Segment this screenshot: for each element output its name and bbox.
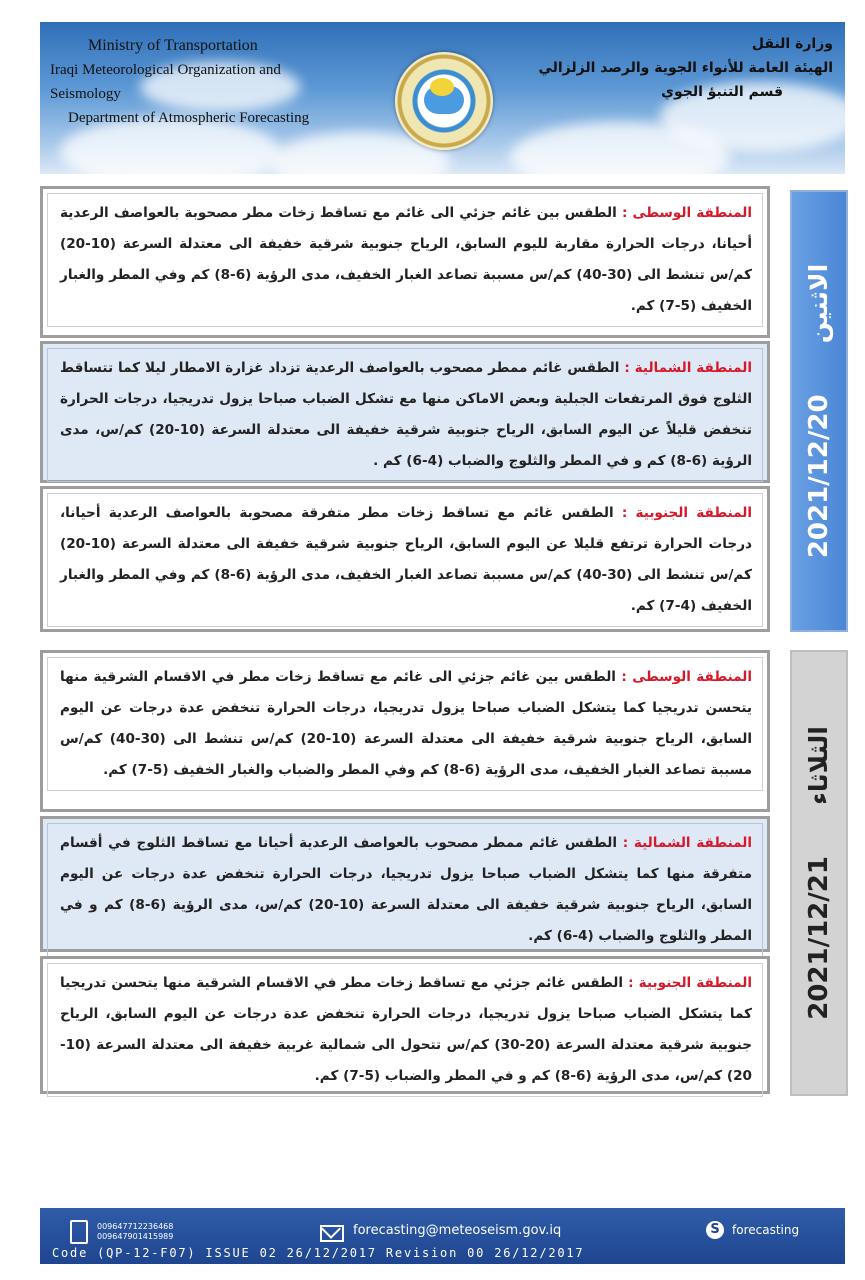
phone-icon bbox=[70, 1220, 88, 1244]
header-english bbox=[50, 34, 350, 130]
forecast-day-2 bbox=[40, 650, 848, 1096]
region-text bbox=[60, 662, 752, 786]
day-name: الاثنين bbox=[804, 263, 833, 344]
region-forecast: الطقس غائم ممطر مصحوب بالعواصف الرعدية تزداد غزارة الامطار ليلا كما تتساقط الثلوج فوق المرتفعات الجبلية وبعض الاماكن منها مع تشكل الضباب صباحا يزول تدريجيا، درجات الحرارة تنخفض قليلاً عن اليوم السابق، الرياح جنوبية شرقية خفيفة الى معتدلة السرعة (10-20) كم/س، مدى الرؤية (6-8) كم و في المطر والثلوج والضباب (4-6) كم . bbox=[60, 360, 753, 469]
region-panel-south bbox=[40, 956, 770, 1094]
document-code: Code (QP-12-F07) ISSUE 02 26/12/2017 Revision 00 26/12/2017 bbox=[52, 1246, 585, 1260]
header-arabic bbox=[533, 32, 833, 104]
region-panel-south bbox=[40, 486, 770, 632]
forecast-date: 2021/12/21 bbox=[804, 856, 834, 1020]
region-name: المنطقة الجنوبية : bbox=[621, 505, 752, 521]
region-panel-central bbox=[40, 186, 770, 338]
header-banner bbox=[40, 22, 845, 174]
region-forecast: الطقس غائم جزئي مع تساقط زخات مطر في الاقسام الشرقية منها يتحسن تدريجيا كما يتشكل الضباب صباحا يزول تدريجيا، درجات الحرارة تنخفض عدة درجات عن اليوم السابق، الرياح جنوبية شرقية معتدلة السرعة (20-30) كم/س تتحول الى شمالية غربية خفيفة الى معتدلة السرعة (10-20) كم/س، مدى الرؤية (6-8) كم و في المطر والضباب (5-7) كم. bbox=[60, 975, 752, 1084]
region-forecast: الطقس غائم ممطر مصحوب بالعواصف الرعدية أحيانا مع تساقط الثلوج في أقسام متفرقة منها كما يتشكل الضباب صباحا يزول تدريجيا، درجات الحرارة تنخفض عدة درجات عن اليوم السابق، الرياح جنوبية شرقية خفيفة الى معتدلة السرعة (10-20) كم/س، مدى الرؤية (6-8) كم و في المطر والثلوج والضباب (4-6) كم. bbox=[60, 835, 752, 944]
phone-numbers bbox=[97, 1222, 173, 1242]
region-text bbox=[60, 353, 752, 477]
region-panel-central bbox=[40, 650, 770, 812]
department-name-en: Department of Atmospheric Forecasting bbox=[68, 110, 310, 126]
region-name: المنطقة الشمالية : bbox=[624, 360, 752, 376]
forecast-day-1 bbox=[40, 186, 848, 632]
region-text bbox=[60, 498, 752, 622]
email-link[interactable]: forecasting@meteoseism.gov.iq bbox=[353, 1223, 562, 1238]
region-text bbox=[60, 198, 752, 322]
phone-number-1: 009647712236468 bbox=[97, 1222, 174, 1231]
ministry-name-ar: وزارة النقل bbox=[751, 36, 833, 52]
mail-icon bbox=[320, 1225, 344, 1242]
region-name: المنطقة الجنوبية : bbox=[628, 975, 752, 991]
region-forecast: الطقس بين غائم جزئي الى غائم مع تساقط زخات مطر في الاقسام الشرقية منها يتحسن تدريجيا كما يتشكل الضباب صباحا يزول تدريجيا، درجات الحرارة تنخفض عدة درجات عن اليوم السابق، الرياح جنوبية شرقية خفيفة الى معتدلة السرعة (10-20) كم/س تنشط الى (30-40) كم/س مسببة تصاعد الغبار الخفيف، مدى الرؤية (6-8) كم وفي المطر والضباب والغبار الخفيف (5-7) كم. bbox=[60, 669, 753, 778]
skype-handle[interactable]: forecasting bbox=[732, 1223, 800, 1237]
phone-number-2: 009647901415989 bbox=[97, 1232, 174, 1241]
ministry-name-en: Ministry of Transportation bbox=[88, 37, 258, 54]
day-name: الثلاثاء bbox=[804, 726, 833, 805]
region-name: المنطقة الوسطى : bbox=[621, 205, 752, 221]
organization-name-ar: الهيئة العامة للأنواء الجوية والرصد الزلزالي bbox=[538, 60, 833, 76]
day-label-column bbox=[790, 650, 848, 1096]
region-text bbox=[60, 828, 752, 952]
region-name: المنطقة الشمالية : bbox=[622, 835, 752, 851]
logo-emblem bbox=[395, 52, 493, 150]
region-name: المنطقة الوسطى : bbox=[621, 669, 753, 685]
forecast-date: 2021/12/20 bbox=[804, 394, 834, 559]
region-panel-north bbox=[40, 341, 770, 483]
skype-icon: S bbox=[706, 1221, 724, 1239]
department-name-ar: قسم التنبؤ الجوي bbox=[661, 84, 783, 100]
region-text bbox=[60, 968, 752, 1092]
region-forecast: الطقس بين غائم جزئي الى غائم مع تساقط زخات مطر مصحوبة بالعواصف الرعدية أحيانا، درجات الحرارة مقاربة لليوم السابق، الرياح جنوبية شرقية خفيفة الى معتدلة السرعة (10-20) كم/س تنشط الى (30-40) كم/س مسببة تصاعد الغبار الخفيف، مدى الرؤية (6-8) كم وفي المطر والغبار الخفيف (5-7) كم. bbox=[60, 205, 752, 314]
logo-sun-cloud-icon bbox=[424, 86, 464, 114]
organization-name-en: Iraqi Meteorological Organization and Seismology bbox=[50, 62, 281, 102]
footer-bar bbox=[40, 1208, 845, 1264]
region-panel-north bbox=[40, 816, 770, 952]
day-label-column bbox=[790, 190, 848, 632]
region-forecast: الطقس غائم مع تساقط زخات مطر متفرقة مصحوبة بالعواصف الرعدية أحيانا، درجات الحرارة ترتفع قليلا عن اليوم السابق، الرياح جنوبية شرقية خفيفة الى معتدلة السرعة (10-20) كم/س تنشط الى (30-40) كم/س مسببة تصاعد الغبار الخفيف، مدى الرؤية (6-8) كم وفي المطر والغبار الخفيف (4-7) كم. bbox=[60, 505, 752, 614]
